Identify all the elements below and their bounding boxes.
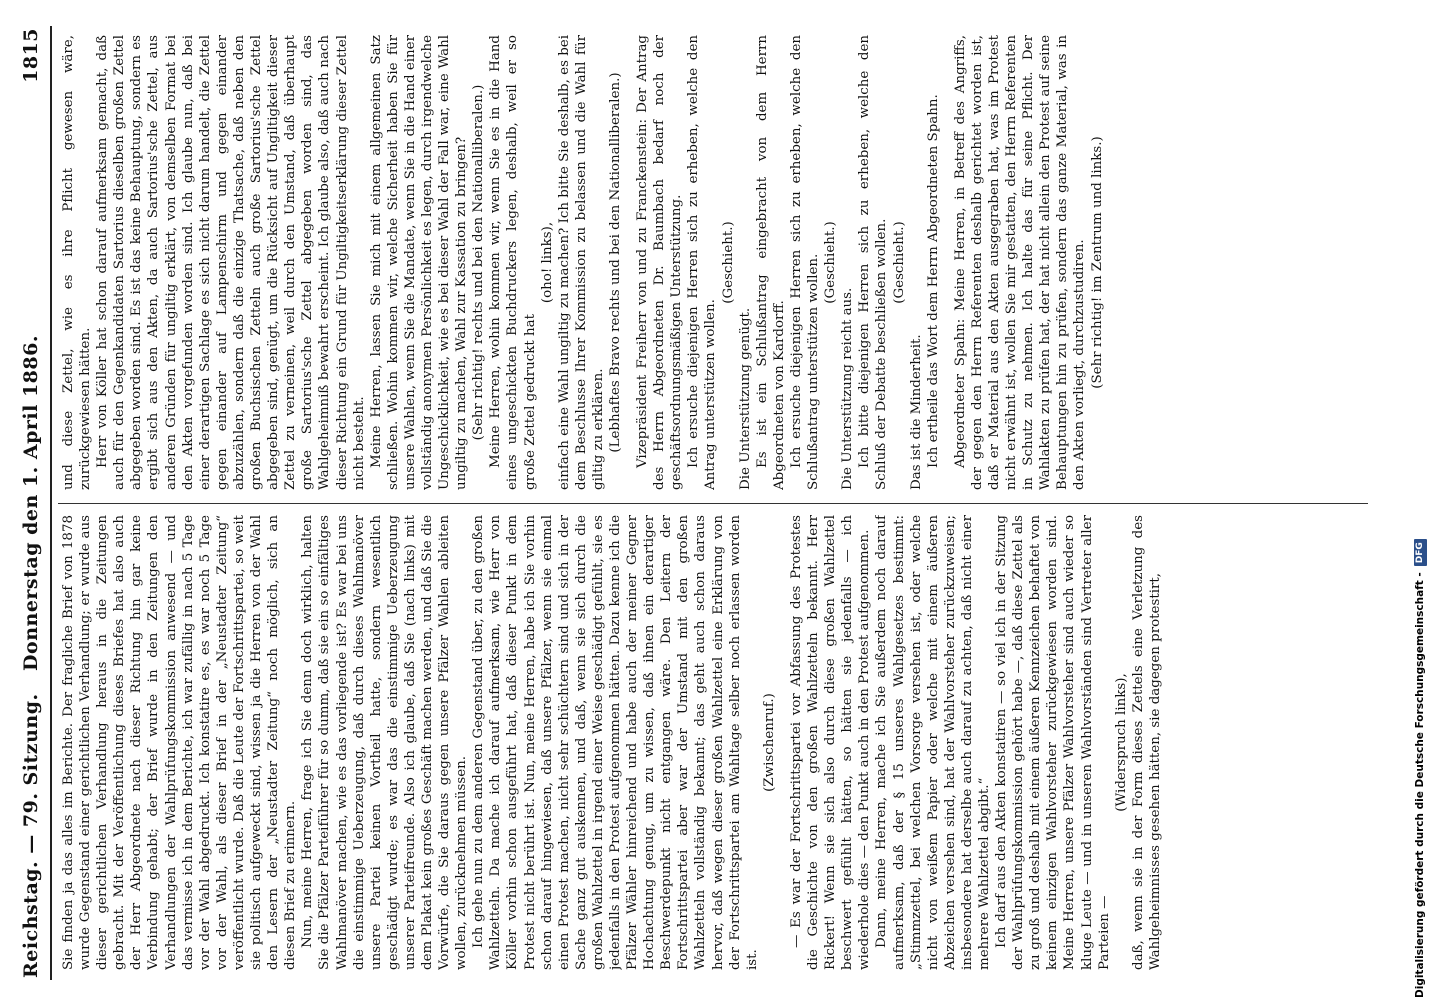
- interjection: (oho! links),: [539, 221, 555, 304]
- paragraph: Herr von Köller hat schon darauf aufmerksam gemacht, daß auch für den Gegenkandidaten Sartorius dieselben großen Zettel abgegeben worden sind. Es ist das keine Behauptung, sondern es ergibt sich aus den Akten, da auch Sartorius'sche Zettel, aus anderen Gründen für ungiltig erklärt, von demselben Format bei den Akten vorgefunden worden sind. Ich glaube nun, daß bei einer derartigen Sachlage es sich nicht darum handelt, die Zettel gegen einander auf Lampenschirm und gegen einander abzuzählen, sondern daß die einzige Thatsache, daß neben den großen Buchsischen Zetteln auch große Sartorius'sche Zettel abgegeben sind, genügt, um die Rücksicht auf Ungiltigkeit dieser Zettel zu verneinen, weil durch den Umstand, daß überhaupt große Sartorius'sche Zettel abgegeben worden sind, das Wahlgeheimniß bewahrt erscheint. Ich glaube also, daß auch nach dieser Richtung ein Grund für Ungiltigkeitserklärung dieser Zettel nicht besteht.: [95, 35, 367, 490]
- page-number: 1815: [20, 28, 42, 83]
- page-header: [20, 28, 50, 978]
- paragraph: Abgeordneter Spahn: Meine Herren, in Betreff des Angriffs, der gegen den Herrn Referenten deshalb gerichtet worden ist, daß er Material aus den Akten ausgegraben hat, was im Protest nicht erwähnt ist, wollen Sie mir gestatten, den Herrn Referenten in Schutz zu nehmen. Ich halte das für seine Pflicht. Der Wahlakten zu prüfen hat, der hat nicht allein den Protest auf seine Behauptungen hin zu prüfen, sondern das ganze Material, was in den Akten vorliegt, durchzustudiren.: [952, 35, 1088, 490]
- column-divider: [58, 503, 1368, 504]
- interjection: (Lebhaftes Bravo rechts und bei den Nationalliberalen.): [608, 72, 623, 453]
- paragraph: Ich gehe nun zu dem anderen Gegenstand über, zu den großen Wahlzetteln. Da mache ich darauf aufmerksam, wie Herr von Köller vorhin schon ausgeführt hat, daß dieser Punkt in dem Protest nicht berührt ist. Nun, meine Herren, habe ich Sie vorhin schon darauf hingewiesen, daß unsere Pfälzer, wenn sie einmal einen Protest machen, nicht sehr schüchtern sind und sich in der Sache ganz gut auskennen, und daß, wenn sie sich durch die großen Wahlzettel in irgend einer Weise geschädigt gefühlt, sie es jedenfalls in den Protest aufgenommen hätten. Dazu kenne ich die Pfälzer Wähler hinreichend und habe auch der meiner Gegner Hochachtung genug, um zu wissen, daß ihnen ein derartiger Beschwerdepunkt nicht entgangen wäre. Den Leitern der Fortschrittspartei aber war der Umstand mit den großen Wahlzetteln vollständig bekannt; das geht auch schon daraus hervor, daß wegen dieser großen Wahlzettel eine Erklärung von der Fortschrittspartei am Wahltage selber noch erlassen worden ist.: [471, 515, 760, 970]
- right-column: [60, 35, 1360, 490]
- paragraph: Die Unterstützung genügt.: [737, 307, 753, 490]
- interjection: (Geschieht.): [720, 221, 736, 304]
- paragraph: und diese Zettel, wie es ihre Pflicht gewesen wäre, zurückgewiesen hätten.: [61, 35, 94, 490]
- paragraph: Sie finden ja das alles im Berichte. Der fragliche Brief von 1878 wurde Gegenstand einer gerichtlichen Verhandlung; er wurde aus dieser gerichtlichen Verhandlung heraus in die Zeitungen gebracht. Mit der Veröffentlichung dieses Briefes hat also auch der Herr Abgeordnete nach dieser Richtung hin gar keine Verbindung gehabt; der Brief wurde in den Zeitungen den Verhandlungen der Wahlprüfungskommission anwesend — und das vermisse ich in dem Berichte, ich war zufällig in nach 5 Tage vor der Wahl abgedruckt. Ich konstatire es, es war noch 5 Tage vor der Wahl, als dieser Brief in der „Neustadter Zeitung“ veröffentlicht wurde. Daß die Leute der Fortschrittspartei, so weit sie politisch aufgeweckt sind, wissen ja die Herren von der Wahl den Lesern der „Neustadter Zeitung“ noch möglich, sich an diesen Brief zu erinnern.: [61, 515, 299, 970]
- paragraph: Die Unterstützung reicht aus.: [840, 287, 856, 490]
- paragraph: Ich ersuche diejenigen Herren sich zu erheben, welche den Schlußantrag unterstützen wollen.: [788, 35, 822, 490]
- paragraph: einfach eine Wahl ungiltig zu machen? Ich bitte Sie deshalb, es bei dem Beschlusse Ihrer Kommission zu belassen und die Wahl für giltig zu erklären.: [556, 35, 606, 490]
- paragraph: Ich bitte diejenigen Herren sich zu erheben, welche den Schluß der Debatte beschließen wollen.: [857, 35, 890, 490]
- paragraph: Meine Herren, lassen Sie mich mit einem allgemeinen Satz schließen. Wohin kommen wir, welche Sicherheit haben Sie für unsere Wahlen, wenn Sie die Mandate, wenn Sie in die Hand einer vollständig anonymen Persönlichkeit es legen, durch irgendwelche Ungeschicklichkeit, wie es bei dieser Wahl der Fall war, eine Wahl ungiltig zu machen, Wahl zur Kassation zu bringen?: [368, 35, 470, 490]
- left-column: [60, 515, 1360, 970]
- paragraph: daß, wenn sie in der Form dieses Zettels eine Verletzung des Wahlgeheimnisses gesehen hätten, sie dagegen protestirt,: [1130, 515, 1163, 970]
- interjection: (Sehr richtig! rechts und bei den Nationalliberalen.): [471, 84, 487, 441]
- paragraph: Nun, meine Herren, frage ich Sie denn doch wirklich, halten Sie die Pfälzer Parteiführer für so dumm, daß sie ein so einfältiges Wahlmanöver machen, wie es das vorliegende ist? Es war bei uns die einstimmige Ueberzeugung, daß durch dieses Wahlmanöver unsere Partei keinen Vortheil hatte, sondern wesentlich geschädigt wurde; es war das die einstimmige Ueberzeugung unserer Parteifreunde. Also ich glaube, daß Sie (nach links) mit dem Plakat kein großes Geschäft machen werden, und daß Sie die Vorwürfe, die Sie daraus gegen unsere Pfälzer Wahlen ableiten wollen, zurücknehmen müssen.: [300, 515, 470, 970]
- interjection: (Geschieht.): [823, 221, 839, 304]
- dfg-watermark: [1412, 8, 1428, 998]
- header-date: Donnerstag den 1. April 1886.: [20, 335, 42, 671]
- header-session: Reichstag. — 79. Sitzung.: [20, 693, 42, 978]
- interjection: (Widerspruch links),: [1113, 673, 1129, 812]
- paragraph: Es ist ein Schlußantrag eingebracht von dem Herrn Abgeordneten von Kardorff.: [754, 35, 787, 490]
- paragraph: Dann, meine Herren, mache ich Sie außerdem noch darauf aufmerksam, daß der § 15 unseres Wahlgesetzes bestimmt: „Stimmzettel, bei welchen Vorsorge versehen ist, oder welche nicht von weißem Papier oder welche mit einem äußeren Abzeichen versehen sind, hat der Wahlvorsteher zurückzuweisen; insbesondere hat derselbe auch darauf zu achten, daß nicht einer mehrere Wahlzettel abgibt.“: [874, 515, 992, 970]
- header-rule: [50, 26, 52, 980]
- paragraph: Ich ertheile das Wort dem Herrn Abgeordneten Spahn.: [925, 94, 941, 468]
- dfg-logo: DFG: [1414, 539, 1427, 566]
- interjection: (Zwischenruf.): [761, 693, 777, 792]
- paragraph: Ich ersuche diejenigen Herren sich zu erheben, welche den Antrag unterstützen wollen.: [686, 35, 719, 490]
- paragraph: Vizepräsident Freiherr von und zu Franckenstein: Der Antrag des Herrn Abgeordneten Dr. Baumbach bedarf noch der geschäftsordnungsmäßigen Unterstützung.: [635, 35, 685, 490]
- interjection: (Geschieht.): [891, 221, 907, 304]
- paragraph: — Es war der Fortschrittspartei vor Abfassung des Protestes die Geschichte von den großen Wahlzetteln bekannt. Herr Rickert! Wenn sie sich also durch diese großen Wahlzettel beschwert gefühlt hätten, so hätten sie jedenfalls — ich wiederhole dies — den Punkt auch in den Protest aufgenommen.: [788, 515, 873, 970]
- watermark-text: Digitalisierung gefördert durch die Deutsche Forschungsgemeinschaft -: [1414, 572, 1426, 998]
- paragraph: Das ist die Minderheit.: [908, 334, 924, 490]
- paragraph: Ich darf aus den Akten konstatiren — so viel ich in der Sitzung der Wahlprüfungskommission gehört habe —, daß diese Zettel als zu groß und deshalb mit einem äußeren Kennzeichen behaftet von keinem einzigen Wahlvorsteher zurückgewiesen worden sind. Meine Herren, unsere Pfälzer Wahlvorsteher sind auch wieder so kluge Leute — und in unseren Wahlvorständen sind Vertreter aller Parteien —: [994, 515, 1112, 970]
- interjection: (Sehr richtig! im Zentrum und links.): [1089, 136, 1105, 389]
- paragraph: Meine Herren, wohin kommen wir, wenn Sie es in die Hand eines ungeschickten Buchdruckers legen, deshalb, weil er so große Zettel gedruckt hat: [488, 35, 538, 490]
